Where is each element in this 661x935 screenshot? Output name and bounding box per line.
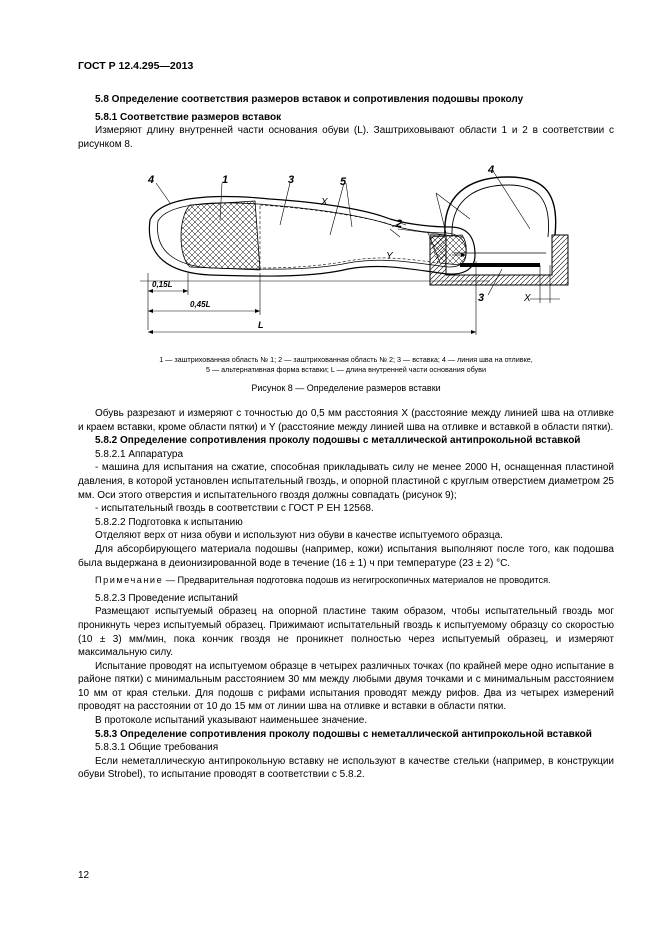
dim-L: L <box>258 320 264 330</box>
p-prep-2: Для абсорбирующего материала подошвы (например, кожи) испытания выполняют после того, как подошва была выдержана в деионизированной воде в течение (16 ± 1) ч при температуре (23 ± 2) °С. <box>78 543 614 569</box>
dim-045L: 0,45L <box>190 300 211 309</box>
legend-line-2: 5 — альтернативная форма вставки; L — длина внутренней части основания обуви <box>206 365 486 374</box>
p-measure: Обувь разрезают и измеряют с точностью до 0,5 мм расстояния X (расстояние между линией шва на отливке и краем вставки, кроме области пятки) и Y (расстояние между линией шва на отливке и вставкой в области пятки). <box>78 408 614 433</box>
label-4-right: 4 <box>488 165 495 176</box>
section-5-8-2-2: 5.8.2.2 Подготовка к испытанию <box>95 516 243 528</box>
note-text: — Предварительная подготовка подошв из негигроскопичных материалов не проводится. <box>165 575 551 586</box>
note-label: Примечание <box>95 575 164 586</box>
label-4-left: 4 <box>148 174 155 186</box>
document-header-code: ГОСТ Р 12.4.295—2013 <box>78 60 194 72</box>
section-5-8-1-title: 5.8.1 Соответствие размеров вставок <box>95 111 282 123</box>
section-5-8-title: 5.8 Определение соответствия размеров вставок и сопротивления подошвы проколу <box>95 94 524 105</box>
body-text <box>78 407 614 782</box>
sole-cross-section <box>430 165 568 304</box>
p-test-2: Испытание проводят на испытуемом образце в четырех различных точках (по крайней мере одно испытание в районе пятки) с минимальным расстоянием 30 мм между любыми двумя точками и с минимальным расстоянием 10 мм от края стельки. Для подошв с рифами испытания проводят между рифов. Два из четырех измерений проводят на расстоянии от 10 до 15 мм от линии шва на отливке и вставки в области пятки. <box>78 660 614 713</box>
p-test-1: Размещают испытуемый образец на опорной пластине таким образом, чтобы испытательный гвоздь мог проникнуть через испытуемый образец. Прижимают испытательный гвоздь к испытуемому образцу со скоростью (10 ± 3) мм/мин, пока кончик гвоздя не проникнет полностью через испытуемый образец, и измеряют максимальную силу. <box>78 606 614 659</box>
figure-8-insert-dimensions <box>90 165 590 355</box>
section-5-8-2-3: 5.8.2.3 Проведение испытаний <box>95 592 238 604</box>
label-3-right: 3 <box>478 292 485 304</box>
label-x-right: X <box>524 293 531 304</box>
figure-legend <box>78 355 614 375</box>
p-test-3: В протоколе испытаний указывают наименьшее значение. <box>95 715 368 727</box>
note <box>78 574 614 588</box>
label-2: 2 <box>396 218 403 230</box>
label-3-left: 3 <box>288 174 295 186</box>
figure-caption: Рисунок 8 — Определение размеров вставки <box>251 383 441 393</box>
section-5-8-3-title: 5.8.3 Определение сопротивления проколу подошвы с неметаллической антипрокольной вставкой <box>95 728 592 740</box>
section-5-8-2-1: 5.8.2.1 Аппаратура <box>95 448 184 460</box>
dim-015L: 0,15L <box>152 280 173 289</box>
label-y: Y <box>386 251 393 262</box>
section-5-8-3-1: 5.8.3.1 Общие требования <box>95 742 219 754</box>
legend-line-1: 1 — заштрихованная область № 1; 2 — заштрихованная область № 2; 3 — вставка; 4 — линия шва на отливке, <box>159 355 533 364</box>
label-1: 1 <box>222 174 229 186</box>
p-machine: - машина для испытания на сжатие, способная прикладывать силу не менее 2000 Н, оснащенная пластиной давления, в которой установлен испытательный гвоздь, и опорной пластиной с круглым отверстием диаметром 25 мм. Оси этого отверстия и испытательного гвоздя должны совпадать (рисунок 9); <box>78 462 614 501</box>
label-x-left: X <box>321 197 328 208</box>
section-5-8-intro <box>78 93 614 151</box>
p-general: Если неметаллическую антипрокольную вставку не используют в качестве стельки (например, в конструкции обуви Strobel), то испытание проводят в соответствии с 5.8.2. <box>78 755 614 781</box>
label-5: 5 <box>340 176 347 188</box>
p-prep-1: Отделяют верх от низа обуви и используют низ обуви в качестве испытуемого образца. <box>95 530 503 542</box>
p-nail: - испытательный гвоздь в соответствии с ГОСТ Р ЕН 12568. <box>95 503 374 515</box>
section-5-8-1-paragraph: Измеряют длину внутренней части основания обуви (L). Заштриховывают области 1 и 2 в соответствии с рисунком 8. <box>78 125 614 150</box>
page-number: 12 <box>78 870 90 881</box>
section-5-8-2-title: 5.8.2 Определение сопротивления проколу подошвы с металлической антипрокольной вставкой <box>95 435 581 447</box>
